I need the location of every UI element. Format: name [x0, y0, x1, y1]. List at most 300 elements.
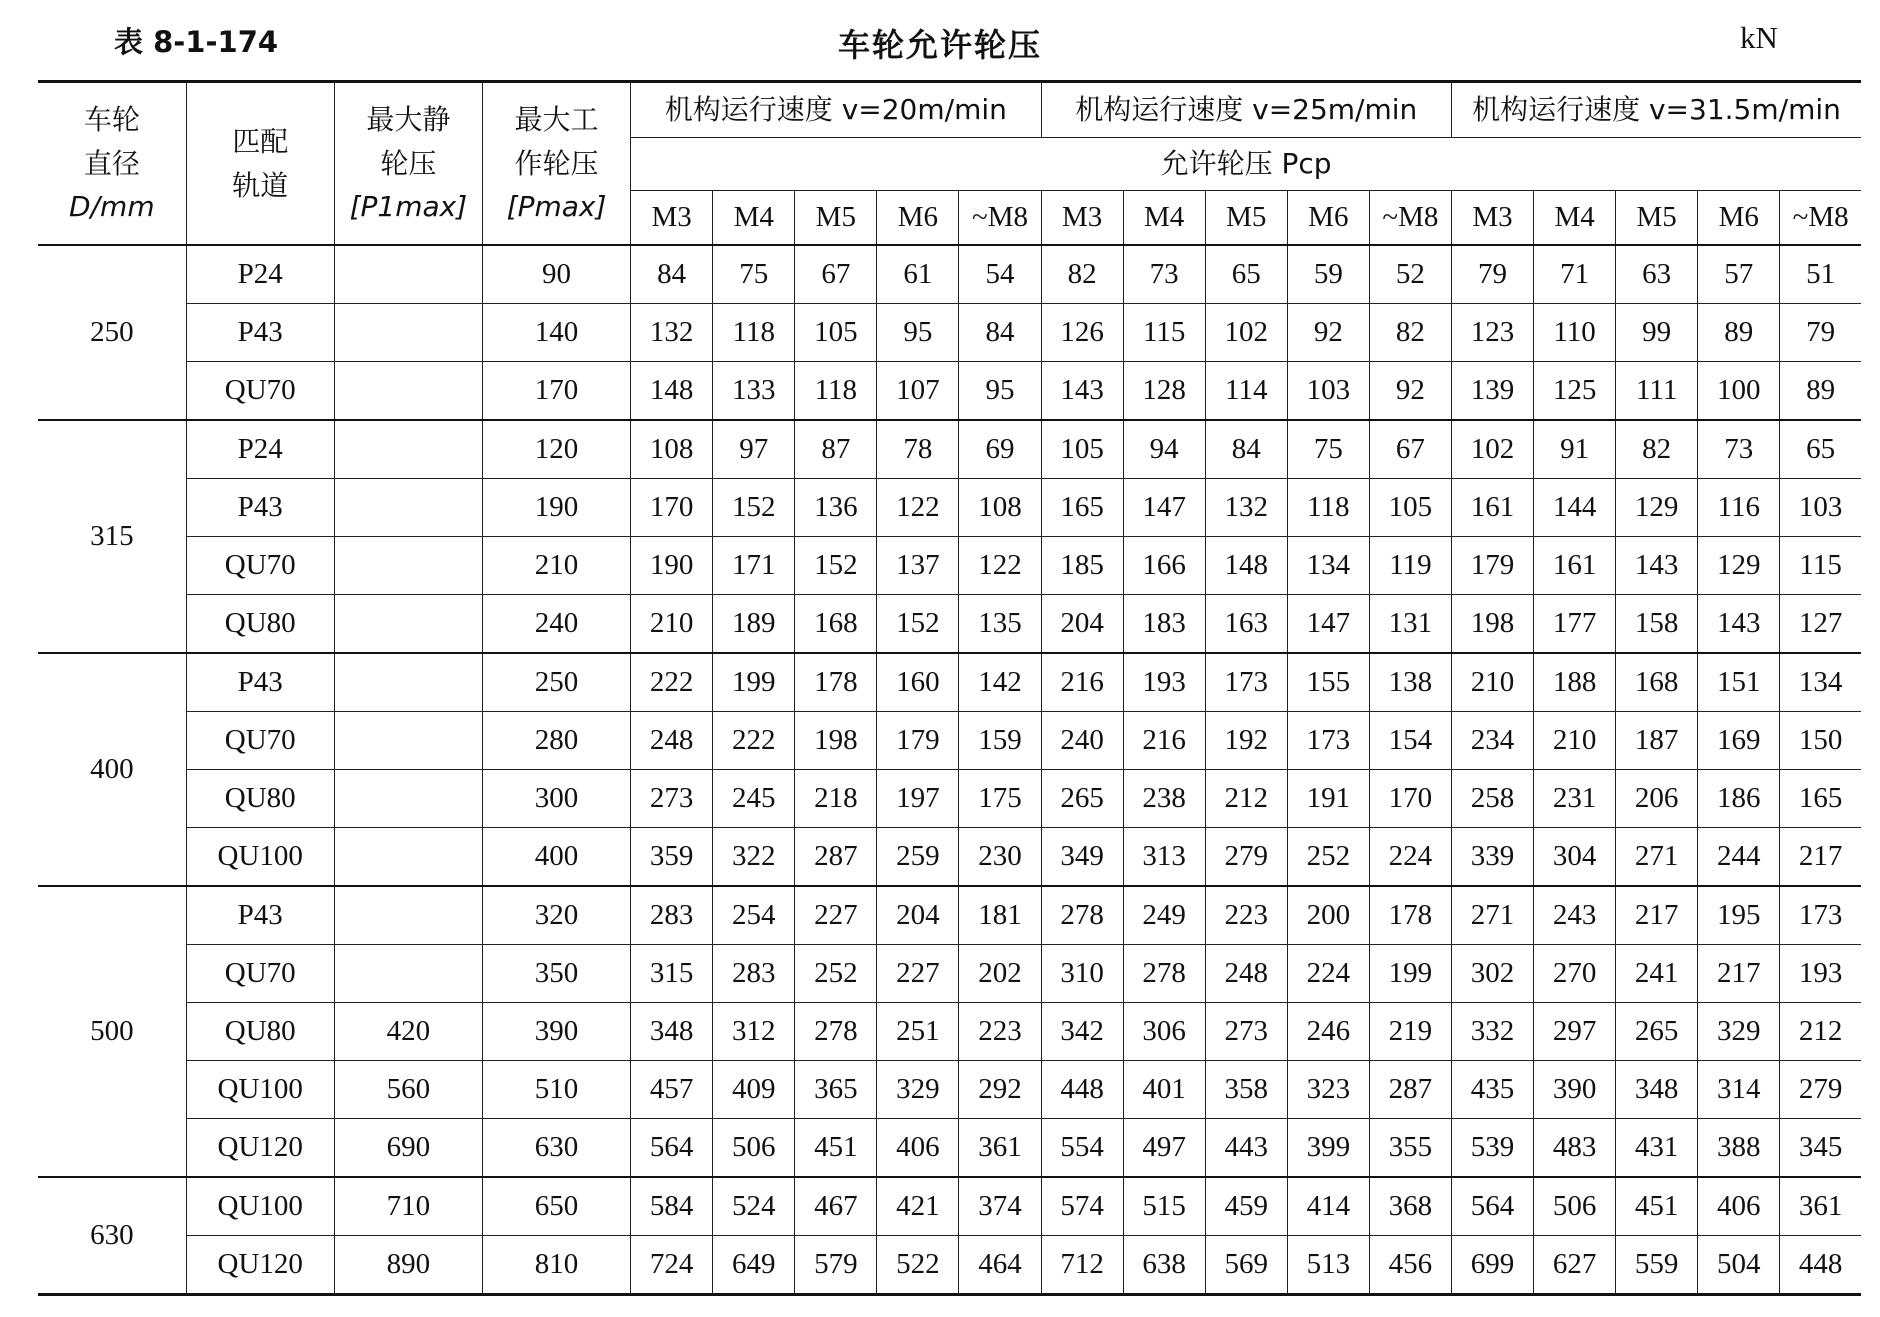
allowed-load-cell: 118: [795, 362, 877, 421]
allowed-load-cell: 105: [1041, 420, 1123, 479]
allowed-load-cell: 223: [959, 1003, 1041, 1061]
allowed-load-cell: 348: [631, 1003, 713, 1061]
header-speed-31-5: 机构运行速度 v=31.5m/min: [1451, 82, 1861, 138]
allowed-load-cell: 559: [1616, 1236, 1698, 1295]
allowed-load-cell: 283: [631, 886, 713, 945]
header-class-cell: M5: [1616, 191, 1698, 246]
allowed-load-cell: 169: [1698, 712, 1780, 770]
table-row: [38, 945, 1861, 1003]
header-class-cell: M4: [1123, 191, 1205, 246]
header-class-cell: M3: [631, 191, 713, 246]
allowed-load-cell: 210: [1451, 653, 1533, 712]
allowed-load-cell: 65: [1205, 245, 1287, 304]
allowed-load-cell: 78: [877, 420, 959, 479]
static-load-cell: [334, 420, 482, 479]
allowed-load-cell: 270: [1534, 945, 1616, 1003]
allowed-load-cell: 111: [1616, 362, 1698, 421]
allowed-load-cell: 218: [795, 770, 877, 828]
working-load-cell: 810: [482, 1236, 630, 1295]
table-row: [38, 479, 1861, 537]
allowed-load-cell: 212: [1780, 1003, 1861, 1061]
allowed-load-cell: 154: [1369, 712, 1451, 770]
allowed-load-cell: 129: [1616, 479, 1698, 537]
allowed-load-cell: 206: [1616, 770, 1698, 828]
allowed-load-cell: 699: [1451, 1236, 1533, 1295]
diameter-cell: 400: [38, 653, 186, 886]
allowed-load-cell: 199: [713, 653, 795, 712]
header-max-static-load: 最大静 轮压 [P1max]: [334, 82, 482, 246]
allowed-load-cell: 89: [1780, 362, 1861, 421]
allowed-load-cell: 71: [1534, 245, 1616, 304]
allowed-load-cell: 132: [631, 304, 713, 362]
allowed-load-cell: 73: [1123, 245, 1205, 304]
allowed-load-cell: 348: [1616, 1061, 1698, 1119]
rail-cell: P24: [186, 245, 334, 304]
allowed-load-cell: 178: [1369, 886, 1451, 945]
allowed-load-cell: 464: [959, 1236, 1041, 1295]
allowed-load-cell: 258: [1451, 770, 1533, 828]
allowed-load-cell: 63: [1616, 245, 1698, 304]
allowed-load-cell: 84: [631, 245, 713, 304]
allowed-load-cell: 231: [1534, 770, 1616, 828]
allowed-load-cell: 315: [631, 945, 713, 1003]
allowed-load-cell: 183: [1123, 595, 1205, 654]
working-load-cell: 250: [482, 653, 630, 712]
allowed-load-cell: 134: [1780, 653, 1861, 712]
rail-cell: QU70: [186, 362, 334, 421]
allowed-load-cell: 84: [959, 304, 1041, 362]
allowed-load-cell: 136: [795, 479, 877, 537]
static-load-cell: [334, 945, 482, 1003]
table-row: [38, 712, 1861, 770]
rail-cell: QU80: [186, 1003, 334, 1061]
allowed-load-cell: 187: [1616, 712, 1698, 770]
table-row: [38, 420, 1861, 479]
allowed-load-cell: 554: [1041, 1119, 1123, 1178]
allowed-load-cell: 368: [1369, 1177, 1451, 1236]
allowed-load-cell: 283: [713, 945, 795, 1003]
rail-cell: QU80: [186, 595, 334, 654]
allowed-load-cell: 374: [959, 1177, 1041, 1236]
table-row: [38, 245, 1861, 304]
allowed-load-cell: 163: [1205, 595, 1287, 654]
allowed-load-cell: 92: [1369, 362, 1451, 421]
allowed-load-cell: 245: [713, 770, 795, 828]
header-class-cell: M6: [1698, 191, 1780, 246]
allowed-load-cell: 323: [1287, 1061, 1369, 1119]
allowed-load-cell: 51: [1780, 245, 1861, 304]
allowed-load-cell: 173: [1780, 886, 1861, 945]
allowed-load-cell: 59: [1287, 245, 1369, 304]
allowed-load-cell: 401: [1123, 1061, 1205, 1119]
allowed-load-cell: 448: [1041, 1061, 1123, 1119]
allowed-load-cell: 100: [1698, 362, 1780, 421]
static-load-cell: 710: [334, 1177, 482, 1236]
header-class-cell: ~M8: [1369, 191, 1451, 246]
allowed-load-cell: 118: [1287, 479, 1369, 537]
allowed-load-cell: 304: [1534, 828, 1616, 887]
allowed-load-cell: 456: [1369, 1236, 1451, 1295]
allowed-load-cell: 310: [1041, 945, 1123, 1003]
allowed-load-cell: 195: [1698, 886, 1780, 945]
allowed-load-cell: 329: [877, 1061, 959, 1119]
allowed-load-cell: 569: [1205, 1236, 1287, 1295]
allowed-load-cell: 159: [959, 712, 1041, 770]
static-load-cell: [334, 828, 482, 887]
allowed-load-cell: 273: [631, 770, 713, 828]
working-load-cell: 350: [482, 945, 630, 1003]
working-load-cell: 390: [482, 1003, 630, 1061]
static-load-cell: [334, 362, 482, 421]
allowed-load-cell: 129: [1698, 537, 1780, 595]
allowed-load-cell: 103: [1780, 479, 1861, 537]
static-load-cell: 420: [334, 1003, 482, 1061]
allowed-load-cell: 332: [1451, 1003, 1533, 1061]
allowed-load-cell: 54: [959, 245, 1041, 304]
static-load-cell: [334, 537, 482, 595]
header-class-cell: M5: [795, 191, 877, 246]
allowed-load-cell: 406: [877, 1119, 959, 1178]
allowed-load-cell: 254: [713, 886, 795, 945]
wheel-load-table: [38, 80, 1861, 1296]
allowed-load-cell: 361: [1780, 1177, 1861, 1236]
allowed-load-cell: 564: [1451, 1177, 1533, 1236]
allowed-load-cell: 712: [1041, 1236, 1123, 1295]
allowed-load-cell: 244: [1698, 828, 1780, 887]
allowed-load-cell: 79: [1451, 245, 1533, 304]
allowed-load-cell: 349: [1041, 828, 1123, 887]
allowed-load-cell: 287: [795, 828, 877, 887]
allowed-load-cell: 638: [1123, 1236, 1205, 1295]
allowed-load-cell: 506: [713, 1119, 795, 1178]
allowed-load-cell: 147: [1123, 479, 1205, 537]
working-load-cell: 240: [482, 595, 630, 654]
allowed-load-cell: 649: [713, 1236, 795, 1295]
allowed-load-cell: 160: [877, 653, 959, 712]
allowed-load-cell: 273: [1205, 1003, 1287, 1061]
allowed-load-cell: 137: [877, 537, 959, 595]
rail-cell: QU120: [186, 1236, 334, 1295]
allowed-load-cell: 108: [959, 479, 1041, 537]
allowed-load-cell: 223: [1205, 886, 1287, 945]
rail-cell: QU80: [186, 770, 334, 828]
header-class-cell: M4: [1534, 191, 1616, 246]
allowed-load-cell: 524: [713, 1177, 795, 1236]
header-class-cell: ~M8: [1780, 191, 1861, 246]
allowed-load-cell: 118: [713, 304, 795, 362]
allowed-load-cell: 94: [1123, 420, 1205, 479]
allowed-load-cell: 399: [1287, 1119, 1369, 1178]
allowed-load-cell: 390: [1534, 1061, 1616, 1119]
allowed-load-cell: 515: [1123, 1177, 1205, 1236]
header-class-cell: M3: [1451, 191, 1533, 246]
allowed-load-cell: 431: [1616, 1119, 1698, 1178]
allowed-load-cell: 170: [631, 479, 713, 537]
allowed-load-cell: 143: [1698, 595, 1780, 654]
allowed-load-cell: 105: [1369, 479, 1451, 537]
allowed-load-cell: 564: [631, 1119, 713, 1178]
allowed-load-cell: 574: [1041, 1177, 1123, 1236]
table-row: [38, 595, 1861, 654]
allowed-load-cell: 158: [1616, 595, 1698, 654]
allowed-load-cell: 91: [1534, 420, 1616, 479]
allowed-load-cell: 259: [877, 828, 959, 887]
header-class-cell: M4: [713, 191, 795, 246]
working-load-cell: 650: [482, 1177, 630, 1236]
allowed-load-cell: 342: [1041, 1003, 1123, 1061]
allowed-load-cell: 178: [795, 653, 877, 712]
allowed-load-cell: 271: [1451, 886, 1533, 945]
allowed-load-cell: 365: [795, 1061, 877, 1119]
working-load-cell: 300: [482, 770, 630, 828]
table-row: [38, 886, 1861, 945]
static-load-cell: [334, 886, 482, 945]
allowed-load-cell: 217: [1616, 886, 1698, 945]
allowed-load-cell: 212: [1205, 770, 1287, 828]
allowed-load-cell: 224: [1369, 828, 1451, 887]
allowed-load-cell: 579: [795, 1236, 877, 1295]
allowed-load-cell: 73: [1698, 420, 1780, 479]
allowed-load-cell: 128: [1123, 362, 1205, 421]
allowed-load-cell: 151: [1698, 653, 1780, 712]
allowed-load-cell: 75: [713, 245, 795, 304]
allowed-load-cell: 359: [631, 828, 713, 887]
allowed-load-cell: 302: [1451, 945, 1533, 1003]
static-load-cell: 560: [334, 1061, 482, 1119]
header-max-working-load: 最大工 作轮压 [Pmax]: [482, 82, 630, 246]
allowed-load-cell: 116: [1698, 479, 1780, 537]
allowed-load-cell: 152: [877, 595, 959, 654]
allowed-load-cell: 173: [1287, 712, 1369, 770]
allowed-load-cell: 192: [1205, 712, 1287, 770]
allowed-load-cell: 279: [1780, 1061, 1861, 1119]
static-load-cell: 690: [334, 1119, 482, 1178]
allowed-load-cell: 199: [1369, 945, 1451, 1003]
allowed-load-cell: 504: [1698, 1236, 1780, 1295]
allowed-load-cell: 168: [795, 595, 877, 654]
allowed-load-cell: 227: [877, 945, 959, 1003]
allowed-load-cell: 152: [713, 479, 795, 537]
rail-cell: QU70: [186, 712, 334, 770]
table-row: [38, 304, 1861, 362]
allowed-load-cell: 95: [959, 362, 1041, 421]
table-caption: [0, 20, 1860, 70]
table-row: [38, 653, 1861, 712]
rail-cell: P43: [186, 653, 334, 712]
header-class-cell: M6: [1287, 191, 1369, 246]
allowed-load-cell: 361: [959, 1119, 1041, 1178]
allowed-load-cell: 459: [1205, 1177, 1287, 1236]
allowed-load-cell: 119: [1369, 537, 1451, 595]
allowed-load-cell: 279: [1205, 828, 1287, 887]
allowed-load-cell: 139: [1451, 362, 1533, 421]
allowed-load-cell: 133: [713, 362, 795, 421]
allowed-load-cell: 210: [1534, 712, 1616, 770]
allowed-load-cell: 467: [795, 1177, 877, 1236]
header-speed-25: 机构运行速度 v=25m/min: [1041, 82, 1451, 138]
allowed-load-cell: 539: [1451, 1119, 1533, 1178]
allowed-load-cell: 248: [631, 712, 713, 770]
allowed-load-cell: 61: [877, 245, 959, 304]
allowed-load-cell: 314: [1698, 1061, 1780, 1119]
allowed-load-cell: 448: [1780, 1236, 1861, 1295]
allowed-load-cell: 84: [1205, 420, 1287, 479]
diameter-cell: 630: [38, 1177, 186, 1295]
table-row: [38, 1236, 1861, 1295]
allowed-load-cell: 142: [959, 653, 1041, 712]
allowed-load-cell: 134: [1287, 537, 1369, 595]
allowed-load-cell: 271: [1616, 828, 1698, 887]
allowed-load-cell: 217: [1780, 828, 1861, 887]
allowed-load-cell: 227: [795, 886, 877, 945]
diameter-cell: 250: [38, 245, 186, 420]
rail-cell: QU100: [186, 828, 334, 887]
allowed-load-cell: 102: [1205, 304, 1287, 362]
header-allowed-load: 允许轮压 Pcp: [631, 138, 1861, 191]
static-load-cell: [334, 304, 482, 362]
allowed-load-cell: 724: [631, 1236, 713, 1295]
allowed-load-cell: 122: [877, 479, 959, 537]
allowed-load-cell: 252: [1287, 828, 1369, 887]
table-body: [38, 245, 1861, 1295]
allowed-load-cell: 131: [1369, 595, 1451, 654]
allowed-load-cell: 148: [1205, 537, 1287, 595]
allowed-load-cell: 165: [1780, 770, 1861, 828]
allowed-load-cell: 122: [959, 537, 1041, 595]
allowed-load-cell: 216: [1123, 712, 1205, 770]
table-title: 车轮允许轮压: [837, 26, 1042, 64]
rail-cell: QU120: [186, 1119, 334, 1178]
allowed-load-cell: 238: [1123, 770, 1205, 828]
working-load-cell: 510: [482, 1061, 630, 1119]
allowed-load-cell: 99: [1616, 304, 1698, 362]
allowed-load-cell: 79: [1780, 304, 1861, 362]
allowed-load-cell: 144: [1534, 479, 1616, 537]
allowed-load-cell: 177: [1534, 595, 1616, 654]
allowed-load-cell: 204: [1041, 595, 1123, 654]
allowed-load-cell: 175: [959, 770, 1041, 828]
allowed-load-cell: 443: [1205, 1119, 1287, 1178]
working-load-cell: 400: [482, 828, 630, 887]
table-row: [38, 537, 1861, 595]
allowed-load-cell: 222: [713, 712, 795, 770]
allowed-load-cell: 451: [1616, 1177, 1698, 1236]
allowed-load-cell: 193: [1123, 653, 1205, 712]
static-load-cell: 890: [334, 1236, 482, 1295]
allowed-load-cell: 165: [1041, 479, 1123, 537]
table-row: [38, 770, 1861, 828]
allowed-load-cell: 127: [1780, 595, 1861, 654]
allowed-load-cell: 627: [1534, 1236, 1616, 1295]
allowed-load-cell: 138: [1369, 653, 1451, 712]
rail-cell: P43: [186, 886, 334, 945]
diameter-cell: 500: [38, 886, 186, 1177]
allowed-load-cell: 114: [1205, 362, 1287, 421]
allowed-load-cell: 230: [959, 828, 1041, 887]
allowed-load-cell: 246: [1287, 1003, 1369, 1061]
working-load-cell: 140: [482, 304, 630, 362]
allowed-load-cell: 75: [1287, 420, 1369, 479]
allowed-load-cell: 189: [713, 595, 795, 654]
allowed-load-cell: 200: [1287, 886, 1369, 945]
table-row: [38, 1177, 1861, 1236]
allowed-load-cell: 67: [795, 245, 877, 304]
table-row: [38, 828, 1861, 887]
allowed-load-cell: 234: [1451, 712, 1533, 770]
allowed-load-cell: 135: [959, 595, 1041, 654]
allowed-load-cell: 82: [1041, 245, 1123, 304]
allowed-load-cell: 173: [1205, 653, 1287, 712]
allowed-load-cell: 297: [1534, 1003, 1616, 1061]
allowed-load-cell: 185: [1041, 537, 1123, 595]
allowed-load-cell: 312: [713, 1003, 795, 1061]
allowed-load-cell: 102: [1451, 420, 1533, 479]
header-diameter: 车轮 直径 D/mm: [38, 82, 186, 246]
allowed-load-cell: 240: [1041, 712, 1123, 770]
allowed-load-cell: 107: [877, 362, 959, 421]
working-load-cell: 320: [482, 886, 630, 945]
allowed-load-cell: 143: [1041, 362, 1123, 421]
table-row: [38, 1061, 1861, 1119]
allowed-load-cell: 168: [1616, 653, 1698, 712]
allowed-load-cell: 152: [795, 537, 877, 595]
allowed-load-cell: 339: [1451, 828, 1533, 887]
allowed-load-cell: 278: [1123, 945, 1205, 1003]
allowed-load-cell: 457: [631, 1061, 713, 1119]
allowed-load-cell: 89: [1698, 304, 1780, 362]
allowed-load-cell: 147: [1287, 595, 1369, 654]
allowed-load-cell: 241: [1616, 945, 1698, 1003]
allowed-load-cell: 52: [1369, 245, 1451, 304]
table-row: [38, 1119, 1861, 1178]
allowed-load-cell: 190: [631, 537, 713, 595]
allowed-load-cell: 252: [795, 945, 877, 1003]
allowed-load-cell: 251: [877, 1003, 959, 1061]
rail-cell: P43: [186, 304, 334, 362]
allowed-load-cell: 210: [631, 595, 713, 654]
allowed-load-cell: 123: [1451, 304, 1533, 362]
allowed-load-cell: 115: [1123, 304, 1205, 362]
allowed-load-cell: 421: [877, 1177, 959, 1236]
allowed-load-cell: 278: [795, 1003, 877, 1061]
allowed-load-cell: 451: [795, 1119, 877, 1178]
allowed-load-cell: 198: [1451, 595, 1533, 654]
allowed-load-cell: 103: [1287, 362, 1369, 421]
allowed-load-cell: 224: [1287, 945, 1369, 1003]
allowed-load-cell: 188: [1534, 653, 1616, 712]
table-unit: kN: [1740, 20, 1778, 55]
allowed-load-cell: 522: [877, 1236, 959, 1295]
allowed-load-cell: 95: [877, 304, 959, 362]
allowed-load-cell: 110: [1534, 304, 1616, 362]
allowed-load-cell: 87: [795, 420, 877, 479]
allowed-load-cell: 115: [1780, 537, 1861, 595]
working-load-cell: 630: [482, 1119, 630, 1178]
working-load-cell: 170: [482, 362, 630, 421]
allowed-load-cell: 161: [1534, 537, 1616, 595]
diameter-cell: 315: [38, 420, 186, 653]
allowed-load-cell: 355: [1369, 1119, 1451, 1178]
allowed-load-cell: 265: [1041, 770, 1123, 828]
allowed-load-cell: 358: [1205, 1061, 1287, 1119]
header-rail: 匹配 轨道: [186, 82, 334, 246]
allowed-load-cell: 249: [1123, 886, 1205, 945]
rail-cell: QU100: [186, 1061, 334, 1119]
allowed-load-cell: 125: [1534, 362, 1616, 421]
table-row: [38, 362, 1861, 421]
allowed-load-cell: 186: [1698, 770, 1780, 828]
table-row: [38, 1003, 1861, 1061]
